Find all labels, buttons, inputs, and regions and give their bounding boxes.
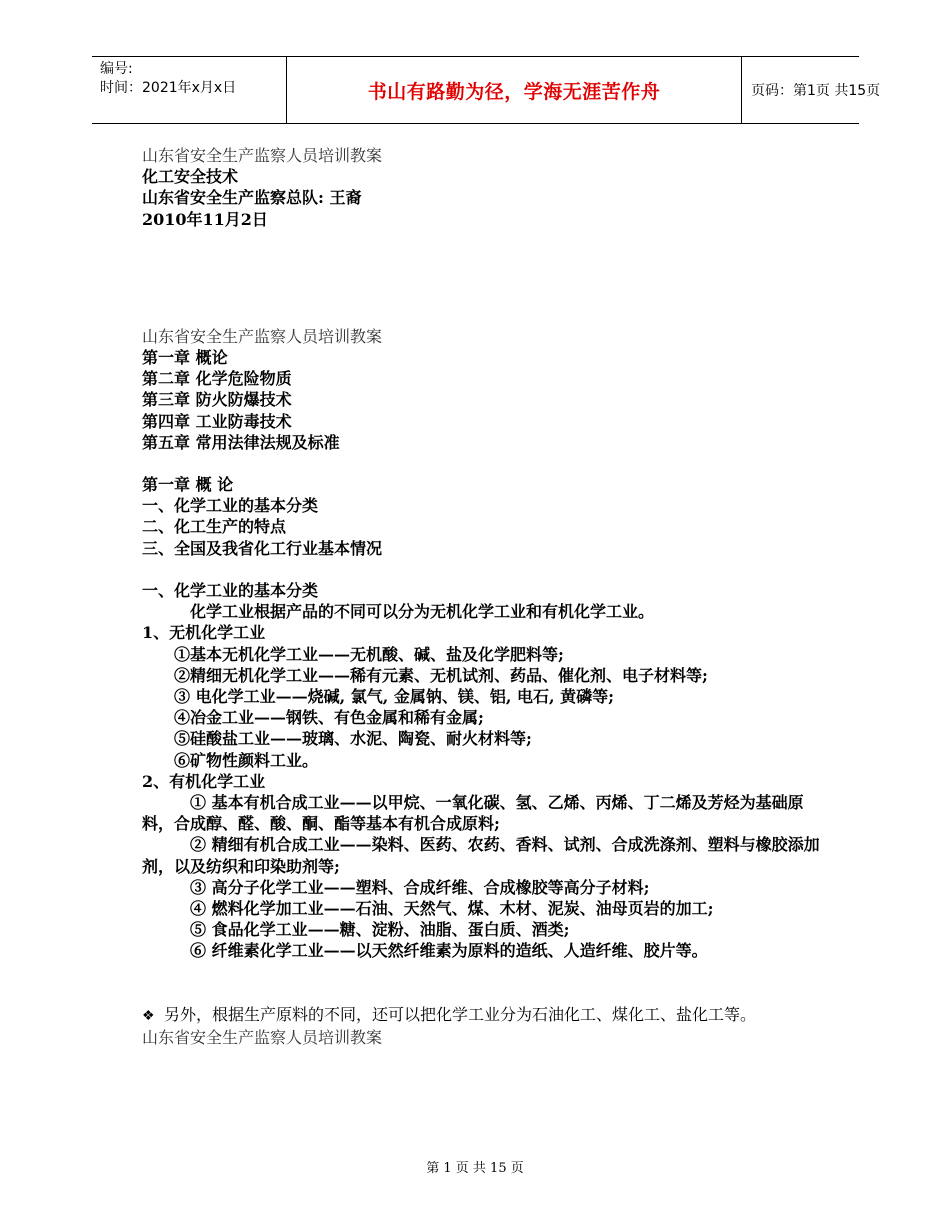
list-item: ③ 高分子化学工业——塑料、合成纤维、合成橡胶等高分子材料;: [190, 877, 650, 897]
list-item: ② 精细有机合成工业——染料、医药、农药、香料、试剂、合成洗涤剂、塑料与橡胶添加剂，以及纺织和印染助剂等;: [142, 835, 820, 876]
list-item: ⑥ 纤维素化学工业——以天然纤维素为原料的造纸、人造纤维、胶片等。: [190, 941, 708, 961]
toc-org-line: 山东省安全生产监察人员培训教案: [142, 326, 383, 346]
list-item: ④ 燃料化学加工业——石油、天然气、煤、木材、泥炭、油母页岩的加工;: [190, 898, 714, 918]
inorganic-list: [142, 644, 822, 771]
header-motto-cell: [286, 57, 742, 123]
note-text: 另外，根据生产原料的不同，还可以把化学工业分为石油化工、煤化工、盐化工等。: [164, 1004, 757, 1024]
header-page-cell: [741, 57, 881, 123]
motto-text: 书山有路勤为径，学海无涯苦作舟: [367, 80, 661, 103]
list-item: ②精细无机化学工业——稀有元素、无机试剂、药品、催化剂、电子材料等;: [174, 665, 708, 685]
table-of-contents: [142, 347, 822, 453]
cover-date: 2010年11月2日: [142, 209, 268, 229]
toc-item: 第四章 工业防毒技术: [142, 411, 292, 431]
page-footer: 第 1 页 共 15 页: [426, 1161, 524, 1176]
inorganic-heading: 1、无机化学工业: [142, 623, 266, 643]
time-label: 时间：2021年x月x日: [100, 80, 237, 96]
toc-item: 第二章 化学危险物质: [142, 369, 292, 389]
section-list-item: 一、化学工业的基本分类: [142, 496, 319, 516]
chapter-title: 第一章 概 论: [142, 475, 234, 495]
diamond-bullet-icon: ❖: [142, 1007, 155, 1024]
list-item: ⑤ 食品化学工业——糖、淀粉、油脂、蛋白质、酒类;: [190, 920, 570, 940]
page-number-label: 页码：第1页 共15页: [751, 83, 881, 99]
section-intro: 化学工业根据产品的不同可以分为无机化学工业和有机化学工业。: [190, 602, 655, 622]
cover-org-line: 山东省安全生产监察人员培训教案: [142, 146, 383, 165]
section-heading: 一、化学工业的基本分类: [142, 581, 319, 600]
section-list-item: 三、全国及我省化工行业基本情况: [142, 538, 383, 558]
list-item: ⑥矿物性颜料工业。: [174, 750, 319, 770]
cover-subject: 化工安全技术: [142, 167, 239, 187]
toc-item: 第三章 防火防爆技术: [142, 390, 292, 410]
list-item: ①基本无机化学工业——无机酸、碱、盐及化学肥料等;: [174, 644, 564, 664]
header-table: [92, 56, 881, 124]
list-item: ③ 电化学工业——烧碱, 氯气, 金属钠、镁、铝, 电石, 黄磷等;: [174, 686, 615, 706]
closing-org-line: 山东省安全生产监察人员培训教案: [142, 1028, 383, 1048]
organic-heading: 2、有机化学工业: [142, 771, 266, 791]
list-item: ⑤硅酸盐工业——玻璃、水泥、陶瓷、耐火材料等;: [174, 729, 532, 749]
organic-list: [142, 792, 822, 962]
cover-author: 山东省安全生产监察总队: 王裔: [142, 188, 362, 208]
header-meta-cell: [92, 57, 286, 123]
toc-item: 第一章 概论: [142, 347, 228, 367]
serial-label: 编号:: [100, 61, 133, 77]
note-paragraph: [142, 1004, 822, 1027]
chapter-section-list: [142, 495, 822, 559]
list-item: ① 基本有机合成工业——以甲烷、一氧化碳、氢、乙烯、丙烯、丁二烯及芳烃为基础原料，合成醇、醛、酸、酮、酯等基本有机合成原料;: [142, 792, 804, 834]
document-body: [142, 145, 822, 1048]
toc-item: 第五章 常用法律法规及标准: [142, 432, 340, 452]
section-list-item: 二、化工生产的特点: [142, 517, 287, 537]
list-item: ④冶金工业——钢铁、有色金属和稀有金属;: [174, 708, 484, 728]
